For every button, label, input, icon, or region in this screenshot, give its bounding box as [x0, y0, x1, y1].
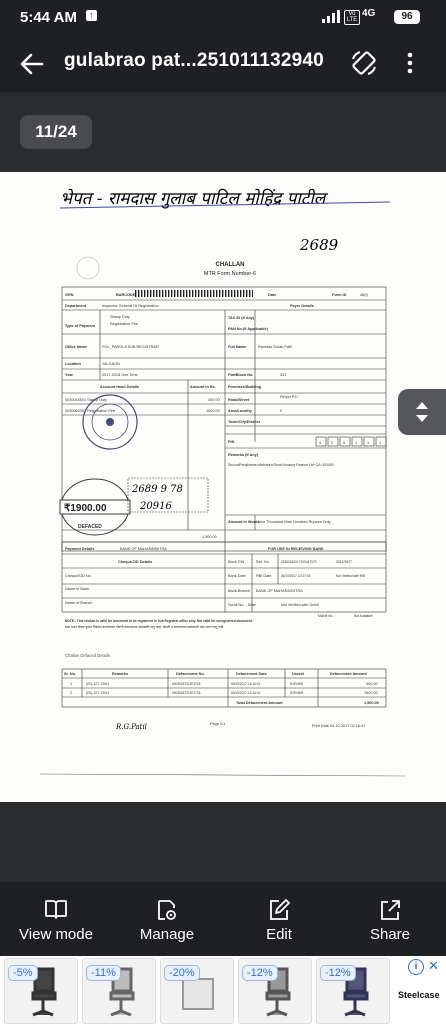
pin-digit-4: 1	[355, 441, 358, 445]
share-icon	[378, 898, 402, 922]
bank-cin-label: Bank CIN	[228, 560, 245, 564]
receiving-bank-label: FOR USE IN RECEIVING BANK	[268, 547, 324, 551]
account-row-2: 0030063301 Registration Fee	[65, 409, 116, 413]
discount-badge: -12%	[242, 965, 278, 981]
discount-badge: -11%	[86, 965, 121, 981]
location-label: Location	[65, 362, 81, 366]
volte-icon: Vo LTE	[344, 10, 360, 25]
def-row-1-amount: 400.00	[366, 682, 378, 686]
area-label: Area/Locality	[228, 409, 252, 413]
manage-doc-icon	[155, 898, 179, 922]
pin-digit-3: 5	[343, 441, 346, 445]
department-label: Department	[65, 304, 87, 308]
status-bar	[0, 0, 446, 36]
discount-badge: -5%	[8, 965, 38, 981]
road-label: Road/Street	[228, 398, 250, 402]
pin-digit-1: 4	[319, 441, 322, 445]
amount-in-rs-label: Amount In Rs.	[190, 385, 216, 389]
more-options-icon[interactable]	[402, 49, 418, 77]
ad-banner[interactable]	[0, 956, 446, 1024]
def-row-2-sr: 2	[70, 691, 73, 695]
office-name-value: POL_PAROLA SUB REGISTRAR	[102, 345, 159, 349]
ad-product-tile[interactable]	[316, 958, 390, 1024]
account-row-1: 0030045501 Stamp Duty	[65, 398, 108, 402]
department-value: Inspector General Of Registration	[102, 304, 159, 308]
account-row-1-amount: 400.00	[208, 398, 220, 402]
form-id-value: 48(f)	[360, 293, 368, 297]
def-row-2-amount: 1500.00	[364, 691, 378, 695]
ad-product-tile[interactable]	[160, 958, 234, 1024]
scroll-handle[interactable]	[398, 389, 446, 435]
pin-digit-6: 1	[379, 441, 382, 445]
pan-label: PAN No.(If Applicable)	[228, 327, 268, 331]
def-row-2-no: 0003525731201718	[172, 691, 201, 695]
close-icon[interactable]: ✕	[428, 958, 439, 973]
bank-date-label: Bank Date	[228, 574, 246, 578]
bank-date-value: 04/10/2017-13:17:05	[281, 574, 311, 578]
date-label: Date	[268, 293, 277, 297]
handwritten-header: भेपत - रामदास गुलाब पाटिल मोहिंद्र पाटील	[60, 189, 326, 209]
def-header-amount: Defacement Amount	[330, 672, 367, 676]
town-label: Town/City/District	[228, 420, 260, 424]
account-row-2-amount: 1500.00	[206, 409, 220, 413]
handwritten-stamp-1: 2689 9 78	[132, 484, 183, 495]
def-header-sr: Sr. No.	[64, 672, 77, 676]
registrar-seal-stamp	[83, 395, 137, 449]
back-arrow-icon[interactable]	[18, 50, 46, 78]
amount-in-words-label: Amount In Words	[228, 520, 260, 524]
ref-no-value: 02300042017100447579	[281, 560, 317, 564]
location-value: JALGAON	[102, 362, 120, 366]
cheque-dd-label: Cheque-DD Details	[118, 560, 153, 564]
premises-value: Pimpri P.U.	[280, 395, 299, 399]
document-title: gulabrao pat...251011132940	[64, 50, 324, 71]
form-id-label: Form ID	[332, 293, 347, 297]
discount-badge: -12%	[320, 965, 356, 981]
battery-indicator: 96	[394, 10, 420, 24]
def-row-1-remarks: (iS)-127-2041	[86, 682, 110, 686]
ad-brand: Steelcase	[398, 990, 440, 1000]
def-row-1-user: IGR499	[290, 682, 304, 686]
handwritten-number: 2689	[300, 236, 339, 254]
premises-label: Premises/Building	[228, 385, 262, 389]
bank-branch-label: Bank-Branch	[228, 589, 250, 593]
share-button[interactable]	[340, 884, 440, 956]
pin-digit-5: 1	[367, 441, 370, 445]
def-row-2-remarks: (iS)-127-2041	[86, 691, 110, 695]
not-verified-scroll: Not Verified with Scroll	[281, 603, 319, 607]
def-header-remarks: Remarks	[112, 672, 129, 676]
view-mode-button[interactable]	[6, 884, 106, 956]
edit-button[interactable]	[229, 884, 329, 956]
book-open-icon	[44, 898, 68, 920]
full-name-label: Full Name	[228, 345, 247, 349]
stamp-defaced-text: DEFACED	[78, 524, 102, 530]
year-value: 2017-2018 One Time	[102, 373, 138, 377]
def-row-2-date: 04/10/2017-14:16:41	[231, 691, 261, 695]
full-name-value: Ramdas Gulab Patil	[258, 345, 292, 349]
note-marathi: सदर चलन केवळ दुय्यम निबंधक कार्यालयात नोंदणी करावयाच्या दस्तासाठी लागु आहे. नोंदणी न करावयाच्या दस्तांसाठी सदर चलन लागु नाही.	[65, 625, 225, 629]
status-time: 5:44 AM	[20, 9, 77, 26]
rbi-date-label: RBI Date	[256, 574, 272, 578]
total-defacement-label: Total Defacement Amount	[236, 701, 283, 705]
upload-icon: ↑	[86, 10, 97, 21]
mobile-no-label: Mobile No. :	[318, 614, 336, 618]
flat-value: 331	[280, 373, 287, 377]
manage-button[interactable]	[117, 884, 217, 956]
scroll-arrows-icon	[398, 389, 446, 435]
tax-id-label: TAX ID (If Any)	[228, 316, 255, 320]
bank-branch-value: BANK OF MAHARASHTRA	[256, 589, 303, 593]
name-of-branch-label: Name of Branch	[65, 601, 93, 605]
payment-details-label: Payment Details	[65, 547, 95, 551]
discount-badge: -20%	[164, 965, 200, 981]
pin-label: PIN	[228, 440, 235, 444]
page-label: Page 1/1	[210, 722, 226, 726]
remarks-value: SecondPartyName=Mahindra Rural Housing Finance Ltd~CA=100000	[228, 463, 334, 467]
handwritten-stamp-box	[128, 478, 208, 512]
amount-in-words-value: One Thousand Nine Hundred Rupees Only	[258, 520, 331, 524]
signature: R.G.Patil	[116, 723, 147, 731]
def-header-no: Defacement No.	[176, 672, 205, 676]
grn-label: GRN	[65, 293, 74, 297]
handwritten-stamp-2: 20916	[140, 501, 172, 512]
def-header-user: UserId	[292, 672, 304, 676]
defacement-title: Challan Defaced Details	[65, 653, 110, 658]
office-name-label: Office Name	[65, 345, 88, 349]
stamp-duty-text: Stamp Duty	[110, 315, 130, 319]
not-available: Not Available	[354, 614, 373, 618]
signal-icon	[322, 10, 342, 23]
payer-details-label: Payer Details	[290, 304, 314, 308]
account-head-label: Account Head Details	[100, 385, 140, 389]
total-defacement-value: 1,900.00	[364, 701, 379, 705]
scroll-no-label: Scroll No. , Date	[228, 603, 256, 607]
ref-no-suffix: 003479577	[336, 560, 352, 564]
type-of-payment-value: Registration Fee	[110, 322, 138, 326]
form-title: MTR Form Number-6	[203, 271, 257, 277]
defaced-stamp	[60, 479, 130, 535]
edit-label: Edit	[266, 926, 292, 943]
info-icon[interactable]: i	[408, 959, 424, 975]
rotate-screen-icon[interactable]	[350, 49, 378, 77]
stamp-amount: ₹1900.00	[64, 503, 107, 514]
payment-bank: BANK OF MAHARASHTRA	[120, 547, 167, 551]
total-value: 1,900.00	[202, 535, 217, 539]
def-row-2-user: IGR499	[290, 691, 304, 695]
bottom-action-bar	[0, 884, 446, 956]
page-indicator: 11/24	[20, 115, 92, 149]
not-verified-rbi: Not Verified with RBI	[336, 574, 366, 578]
ad-product-tile[interactable]	[4, 958, 78, 1024]
def-row-1-date: 04/10/2017-14:16:41	[231, 682, 261, 686]
ref-no-label: Ref. No.	[256, 560, 270, 564]
def-row-1-sr: 1	[70, 682, 73, 686]
challan-title: CHALLAN	[215, 262, 245, 268]
flat-label: Flat/Block No.	[228, 373, 254, 377]
year-label: Year	[65, 373, 74, 377]
barcode-label: BARCODE	[116, 293, 136, 297]
ad-product-tile[interactable]	[238, 958, 312, 1024]
cheque-no-label: Cheque/DD No.	[65, 574, 92, 578]
manage-label: Manage	[139, 926, 195, 943]
view-mode-label: View mode	[19, 926, 93, 943]
share-label: Share	[369, 926, 411, 943]
print-date: Print Date 04-10-2017 02:16:47	[312, 724, 366, 728]
edit-icon	[267, 898, 291, 922]
app-bar	[0, 36, 446, 92]
name-of-bank-label: Name of Bank	[65, 587, 90, 591]
remarks-label: Remarks (If Any)	[228, 453, 259, 457]
area-value: ll	[280, 409, 282, 413]
note-english: NOTE:- This challan is valid for document to be registered in Sub Registrar office only. Not valid for unregistered document.	[65, 619, 253, 623]
ad-product-tile[interactable]	[82, 958, 156, 1024]
pin-digit-2: 2	[331, 441, 334, 445]
challan-scan	[0, 172, 446, 802]
def-header-date: Defacement Date	[236, 672, 267, 676]
type-of-payment-label: Type of Payment	[65, 324, 96, 328]
network-type: 4G	[362, 8, 376, 19]
def-row-1-no: 0003525731201718	[172, 682, 201, 686]
document-page[interactable]	[0, 172, 446, 802]
